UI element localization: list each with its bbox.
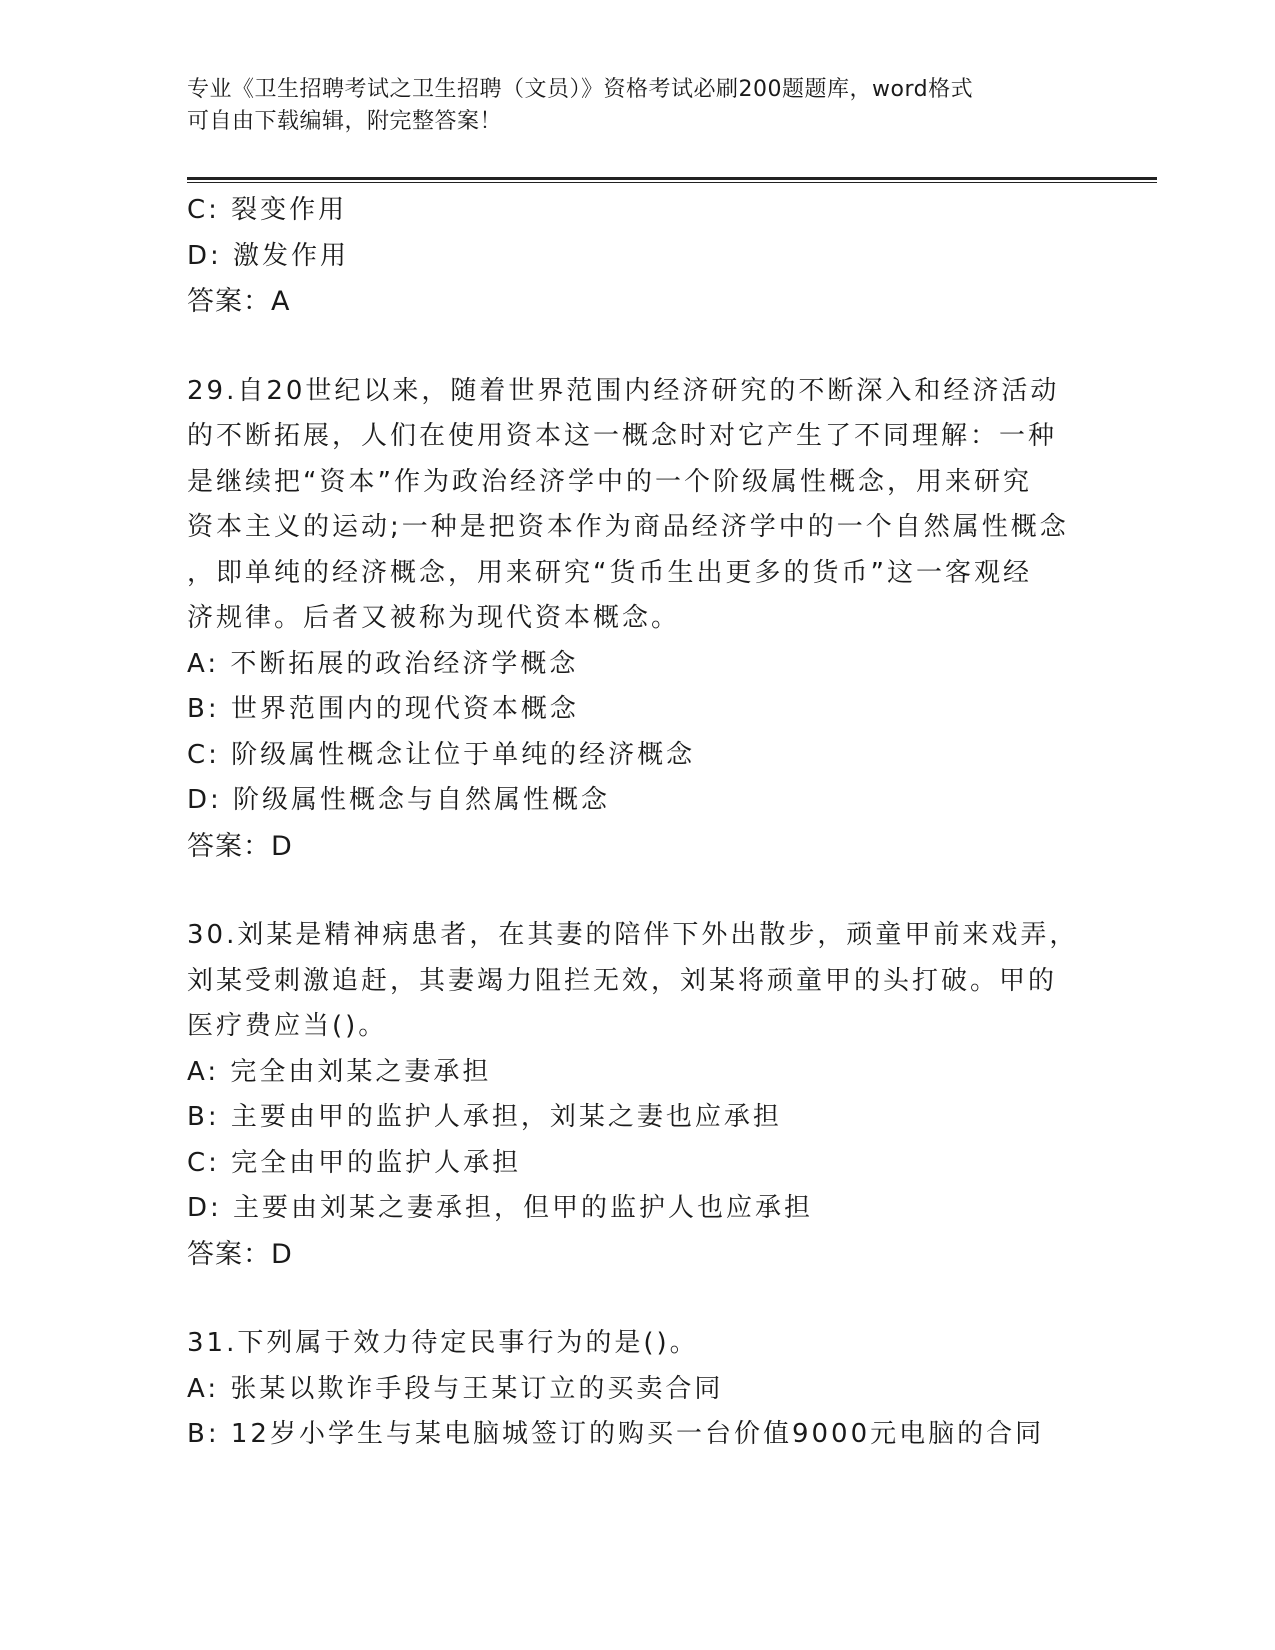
question-stem-line: 29.自20世纪以来，随着世界范围内经济研究的不断深入和经济活动 <box>187 375 1060 406</box>
option-c: C: 阶级属性概念让位于单纯的经济概念 <box>187 739 696 770</box>
option-c: C: 完全由甲的监护人承担 <box>187 1147 522 1178</box>
option-a: A: 不断拓展的政治经济学概念 <box>187 648 579 679</box>
spacer <box>187 869 1087 913</box>
prev-question-tail <box>187 188 1087 325</box>
question-stem-line: 的不断拓展，人们在使用资本这一概念时对它产生了不同理解：一种 <box>187 421 1058 451</box>
question-stem-line: ，即单纯的经济概念，用来研究“货币生出更多的货币”这一客观经 <box>187 557 1032 588</box>
option-a: A: 张某以欺诈手段与王某订立的买卖合同 <box>187 1373 724 1404</box>
spacer <box>187 325 1087 369</box>
question-29 <box>187 369 1087 870</box>
header-divider <box>187 177 1157 183</box>
question-31 <box>187 1321 1087 1458</box>
header-line-1: 专业《卫生招聘考试之卫生招聘（文员）》资格考试必刷200题题库，word格式 <box>187 77 974 102</box>
question-stem-line: 30.刘某是精神病患者，在其妻的陪伴下外出散步，顽童甲前来戏弄， <box>187 920 1079 950</box>
option-c: C: 裂变作用 <box>187 195 348 225</box>
question-30 <box>187 913 1087 1277</box>
question-content <box>187 188 1087 1458</box>
question-stem-line: 资本主义的运动;一种是把资本作为商品经济学中的一个自然属性概念 <box>187 512 1069 542</box>
option-d: D: 主要由刘某之妻承担，但甲的监护人也应承担 <box>187 1193 814 1223</box>
question-stem-line: 医疗费应当()。 <box>187 1011 388 1041</box>
question-stem-line: 31.下列属于效力待定民事行为的是()。 <box>187 1328 699 1358</box>
option-b: B: 世界范围内的现代资本概念 <box>187 694 579 724</box>
question-stem-line: 是继续把“资本”作为政治经济学中的一个阶级属性概念，用来研究 <box>187 466 1032 497</box>
option-b: B: 主要由甲的监护人承担，刘某之妻也应承担 <box>187 1102 782 1132</box>
answer: 答案：D <box>187 1238 293 1270</box>
header-line-2: 可自由下载编辑，附完整答案！ <box>187 109 503 134</box>
option-d: D: 激发作用 <box>187 240 350 271</box>
spacer <box>187 1277 1087 1321</box>
answer: 答案：A <box>187 286 291 317</box>
answer: 答案：D <box>187 830 293 862</box>
question-stem-line: 刘某受刺激追赶，其妻竭力阻拦无效，刘某将顽童甲的头打破。甲的 <box>187 965 1058 996</box>
option-d: D: 阶级属性概念与自然属性概念 <box>187 785 611 815</box>
question-stem-line: 济规律。后者又被称为现代资本概念。 <box>187 603 681 633</box>
option-a: A: 完全由刘某之妻承担 <box>187 1056 492 1087</box>
document-header <box>187 74 1087 138</box>
option-b: B: 12岁小学生与某电脑城签订的购买一台价值9000元电脑的合同 <box>187 1419 1045 1449</box>
